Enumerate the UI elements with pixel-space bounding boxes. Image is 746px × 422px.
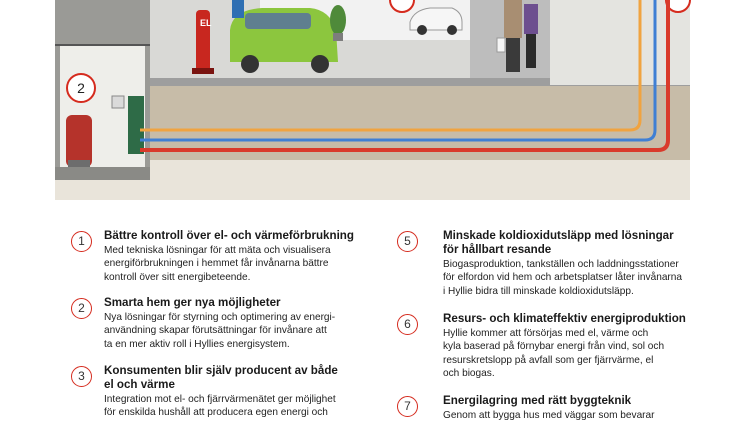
green-car-window bbox=[245, 13, 311, 29]
illustration-badge-2: 2 bbox=[66, 73, 96, 103]
pedestrian-man-legs bbox=[506, 38, 520, 72]
item-body-line: resurskretslopp på avfall som ger fjärrvärme, el bbox=[443, 354, 654, 366]
green-car-wheel-front bbox=[241, 55, 259, 73]
item-body-line: Integration mot el- och fjärrvärmenätet ger möjlighet bbox=[104, 394, 336, 405]
plant-pot bbox=[333, 33, 343, 41]
item-title: Energilagring med rätt byggteknik bbox=[443, 394, 632, 407]
item-title: Konsumenten blir själv producent av både bbox=[104, 364, 338, 377]
item-body-line: Biogasproduktion, tankställen och laddningsstationer bbox=[443, 259, 679, 270]
item-number-badge: 3 bbox=[71, 366, 92, 387]
charging-pump-base bbox=[192, 68, 214, 74]
shopping-bag bbox=[497, 38, 505, 52]
white-car-wheel-front bbox=[417, 25, 427, 35]
pedestrian-woman bbox=[524, 4, 538, 34]
water-heater-base bbox=[68, 160, 90, 167]
energy-system-illustration bbox=[0, 0, 746, 200]
item-number-badge: 7 bbox=[397, 396, 418, 417]
item-body-line: Genom att bygga hus med väggar som bevarar bbox=[443, 410, 655, 421]
item-body-line: och biogas. bbox=[443, 367, 495, 379]
house-floor bbox=[55, 167, 150, 180]
item-body-line: användning skapar förutsättningar för invånare att bbox=[104, 325, 327, 337]
item-body-line: Med tekniska lösningar för att mäta och visualisera bbox=[104, 245, 331, 256]
item-title: Smarta hem ger nya möjligheter bbox=[104, 296, 281, 309]
item-title: Resurs- och klimateffektiv energiproduktion bbox=[443, 312, 686, 325]
item-title: för hållbart resande bbox=[443, 243, 552, 256]
heat-exchanger bbox=[128, 96, 144, 154]
item-body-line: ta en mer aktiv roll i Hyllies energisystem. bbox=[104, 338, 290, 350]
item-title: Bättre kontroll över el- och värmeförbrukning bbox=[104, 229, 354, 242]
water-heater bbox=[66, 115, 92, 167]
item-body-line: för elfordon vid hem och arbetsplatser låter invånarna bbox=[443, 272, 683, 284]
pedestrian-woman-legs bbox=[526, 34, 536, 68]
person-blue bbox=[232, 0, 244, 18]
plant bbox=[330, 5, 346, 35]
item-body-line: för enskilda hushåll att producera egen energi och bbox=[104, 407, 328, 419]
item-body-line: Nya lösningar för styrning och optimering av energi- bbox=[104, 312, 336, 323]
item-number-badge: 6 bbox=[397, 314, 418, 335]
item-title: el och värme bbox=[104, 378, 175, 391]
item-title: Minskade koldioxidutsläpp med lösningar bbox=[443, 229, 674, 242]
item-body-line: i Hyllie bidra till minskade koldioxidutsläpp. bbox=[443, 285, 634, 297]
control-unit bbox=[112, 96, 124, 108]
item-body-line: energiförbrukningen i hemmet får invånarna bättre bbox=[104, 258, 329, 270]
item-body-line: kyla baserad på förnybar energi från vind, sol och bbox=[443, 341, 665, 353]
green-car-wheel-rear bbox=[311, 55, 329, 73]
pedestrian-man bbox=[504, 0, 522, 38]
item-number-badge: 1 bbox=[71, 231, 92, 252]
item-body-line: Hyllie kommer att försörjas med el, värme och bbox=[443, 328, 649, 339]
item-body-line: kontroll över sitt energibeteende. bbox=[104, 271, 251, 283]
item-number-badge: 5 bbox=[397, 231, 418, 252]
pump-label: EL bbox=[200, 18, 212, 28]
item-number-badge: 2 bbox=[71, 298, 92, 319]
ground-gradient bbox=[55, 160, 690, 200]
white-car-wheel-rear bbox=[447, 25, 457, 35]
